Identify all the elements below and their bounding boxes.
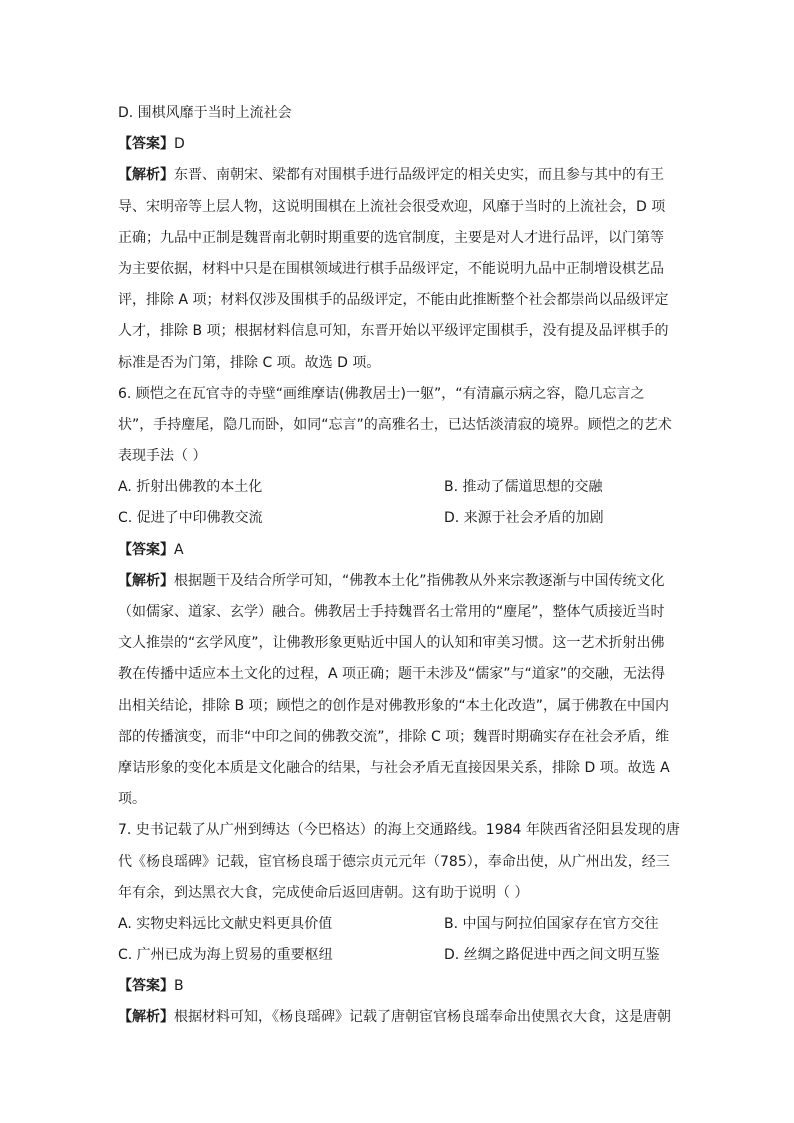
analysis-label: 【解析】 [118, 572, 174, 589]
answer-label: 【答案】 [118, 541, 174, 558]
q7-stem-line: 年有余，到达黑衣大食，完成使命后返回唐朝。这有助于说明（ ） [118, 884, 529, 901]
answer-value: B [174, 978, 184, 995]
q6-answer [118, 535, 678, 566]
q6-analysis-line: 出相关结论，排除 B 项；顾恺之的创作是对佛教形象的“本土化改造”，属于佛教在中国内 [118, 697, 670, 714]
q6-analysis-line: 【解析】根据题干及结合所学可知，“佛教本土化”指佛教从外来宗教逐渐与中国传统文化 [118, 572, 665, 589]
q6-analysis-line: 文人推崇的“玄学风度”，让佛教形象更贴近中国人的认知和审美习惯。这一艺术折射出佛 [118, 635, 665, 652]
q7-option-a: A. 实物史料远比文献史料更具价值 [118, 915, 333, 932]
q6-analysis-line: 摩诘形象的变化本质是文化融合的结果，与社会矛盾无直接因果关系，排除 D 项。故选 A [118, 759, 670, 776]
q6-stem-line: 表现手法（ ） [118, 448, 207, 465]
answer-value: D [174, 136, 185, 153]
q5-analysis-line: 标准是否为门第，排除 C 项。故选 D 项。 [118, 354, 381, 371]
q7-option-c: C. 广州已成为海上贸易的重要枢纽 [118, 947, 333, 964]
analysis-label: 【解析】 [118, 167, 174, 184]
q6-option-c: C. 促进了中印佛教交流 [118, 510, 263, 527]
q5-analysis-line: 【解析】东晋、南朝宋、梁都有对围棋手进行品级评定的相关史实，而且参与其中的有王 [118, 167, 664, 184]
q7-option-d: D. 丝绸之路促进中西之间文明互鉴 [444, 947, 660, 964]
answer-label: 【答案】 [118, 136, 174, 153]
q6-stem-line: 6. 顾恺之在瓦官寺的寺壁“画维摩诘(佛教居士)一躯”，“有清羸示病之容，隐几忘言之 [118, 385, 645, 402]
q6-analysis-line: 教在传播中适应本土文化的过程，A 项正确；题干未涉及“儒家”与“道家”的交融，无法得 [118, 666, 666, 683]
q7-answer [118, 971, 678, 1002]
analysis-label: 【解析】 [118, 1009, 174, 1026]
q7-stem-line: 7. 史书记载了从广州到缚达（今巴格达）的海上交通路线。1984 年陕西省泾阳县发现的唐 [118, 822, 680, 839]
answer-label: 【答案】 [118, 978, 174, 995]
q6-option-b: B. 推动了儒道思想的交融 [444, 479, 603, 496]
q5-analysis-line: 人才，排除 B 项；根据材料信息可知，东晋开始以平级评定围棋手，没有提及品评棋手的 [118, 323, 669, 340]
q6-option-d: D. 来源于社会矛盾的加剧 [444, 510, 604, 527]
q6-analysis-line: （如儒家、道家、玄学）融合。佛教居士手持魏晋名士常用的“麈尾”，整体气质接近当时 [118, 604, 665, 620]
q5-analysis-line: 正确；九品中正制是魏晋南北朝时期重要的选官制度，主要是对人才进行品评，以门第等 [118, 229, 664, 246]
q6-stem-line: 状”，手持麈尾，隐几而卧，如同“忘言”的高雅名士，已达恬淡清寂的境界。顾恺之的艺术 [118, 416, 672, 433]
answer-value: A [174, 541, 184, 558]
q6-option-a: A. 折射出佛教的本土化 [118, 479, 263, 496]
q7-analysis-line: 【解析】根据材料可知，《杨良瑶碑》记载了唐朝宦官杨良瑶奉命出使黑衣大食，这是唐朝 [118, 1009, 671, 1026]
q5-answer [118, 129, 678, 160]
q5-analysis-line: 为主要依据，材料中只是在围棋领域进行棋手品级评定，不能说明九品中正制增设棋艺品 [118, 260, 664, 277]
q6-analysis-line: 部的传播演变，而非“中印之间的佛教交流”，排除 C 项；魏晋时期确实存在社会矛盾，维 [118, 728, 670, 745]
q7-stem-line: 代《杨良瑶碑》记载，宦官杨良瑶于德宗贞元元年（785），奉命出使，从广州出发，经三 [118, 853, 670, 870]
q7-option-b: B. 中国与阿拉伯国家存在官方交往 [444, 915, 659, 932]
q7-options-row [118, 940, 678, 971]
q7-options-row [118, 909, 678, 940]
q6-options-row [118, 503, 678, 534]
q6-analysis-line: 项。 [118, 791, 146, 808]
q6-options-row [118, 472, 678, 503]
q5-analysis-line: 导、宋明帝等上层人物，这说明围棋在上流社会很受欢迎，风靡于当时的上流社会，D 项 [118, 198, 666, 215]
q5-analysis-line: 评，排除 A 项；材料仅涉及围棋手的品级评定，不能由此推断整个社会都崇尚以品级评定 [118, 292, 669, 309]
q5-option-d: D. 围棋风靡于当时上流社会 [118, 105, 292, 121]
